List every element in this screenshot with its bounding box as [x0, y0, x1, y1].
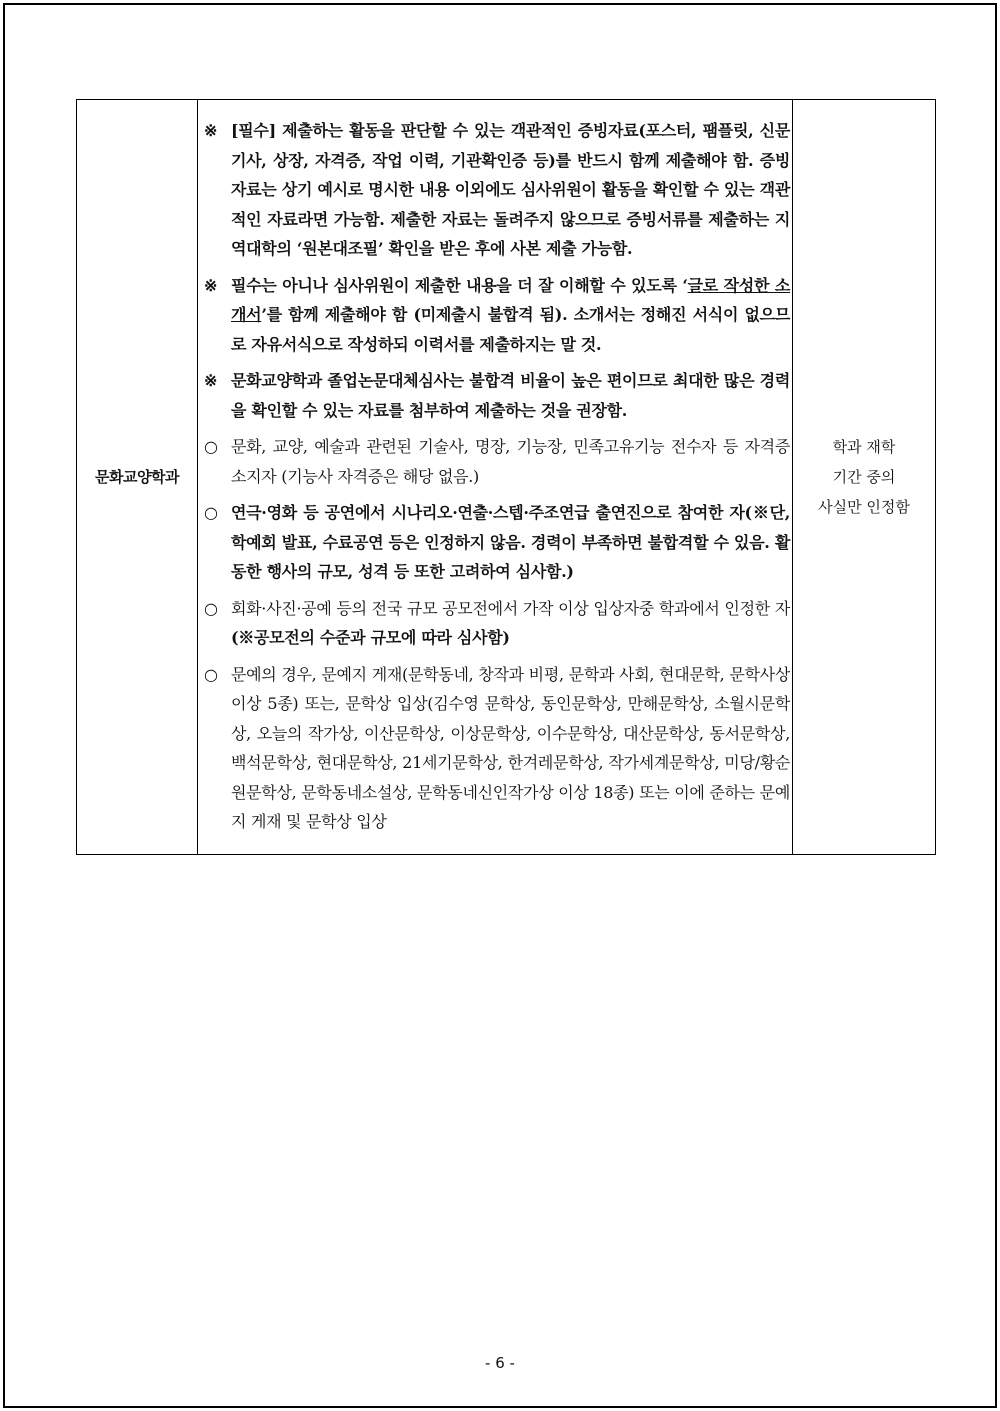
- criteria-item: [204, 594, 790, 653]
- item-text: 연극·영화 등 공연에서 시나리오·연출·스텝·주조연급 출연진으로 참여한 자(※단, 학예회 발표, 수료공연 등은 인정하지 않음. 경력이 부족하면 불합격할 수 있음. 활동한 행사의 규모, 성격 등 또한 고려하여 심사함.): [231, 503, 790, 581]
- item-text: 문예의 경우, 문예지 게재(문학동네, 창작과 비평, 문학과 사회, 현대문학, 문학사상 이상 5종) 또는, 문학상 입상(김수영 문학상, 동인문학상, 만해문학상, 소월시문학상, 오늘의 작가상, 이산문학상, 이상문학상, 이수문학상, 대산문학상, 동서문학상, 백석문학상, 현대문학상, 21세기문학상, 한겨레문학상, 작가세계문학상, 미당/황순원문학상, 문학동네소설상, 문학동네신인작가상 이상 18종) 또는 이에 준하는 문예지 게재 및 문학상 입상: [231, 664, 790, 831]
- item-text: ’를 함께 제출해야 함 (미제출시 불합격 됨). 소개서는 정해진 서식이 없으므로 자유서식으로 작성하되 이력서를 제출하지는 말 것.: [231, 305, 790, 354]
- item-text: 문화, 교양, 예술과 관련된 기술사, 명장, 기능장, 민족고유기능 전수자 등 자격증 소지자 (기능사 자격증은 해당 없음.): [231, 437, 790, 486]
- requirements-list: [204, 116, 790, 837]
- item-text: [필수] 제출하는 활동을 판단할 수 있는 객관적인 증빙자료(포스터, 팸플릿, 신문기사, 상장, 자격증, 작업 이력, 기관확인증 등)를 반드시 함께 제출해야 함. 증빙자료는 상기 예시로 명시한 내용 이외에도 심사위원이 활동을 확인할 수 있는 객관적인 자료라면 가능함. 제출한 자료는 돌려주지 않으므로 증빙서류를 제출하는 지역대학의 ‘원본대조필’ 확인을 받은 후에 사본 제출 가능함.: [231, 121, 790, 258]
- note-line: 학과 재학: [832, 437, 896, 456]
- note-line: 기간 중의: [832, 467, 896, 486]
- table-row: [77, 100, 936, 855]
- page-number: - 6 -: [485, 1354, 515, 1372]
- requirements-table: [76, 99, 936, 855]
- bullet-circle-icon: ○: [204, 437, 218, 456]
- criteria-item: [204, 498, 790, 587]
- bullet-circle-icon: ○: [204, 503, 218, 522]
- item-text: 문화교양학과 졸업논문대체심사는 불합격 비율이 높은 편이므로 최대한 많은 경력을 확인할 수 있는 자료를 첨부하여 제출하는 것을 권장함.: [231, 371, 790, 420]
- note-line: 사실만 인정함: [818, 497, 910, 516]
- reference-mark-icon: ※: [204, 275, 218, 295]
- reference-mark-icon: ※: [204, 121, 218, 140]
- notice-item: [204, 116, 790, 264]
- note-cell: [793, 100, 936, 855]
- notice-item: [204, 271, 790, 360]
- item-text: 회화·사진·공예 등의 전국 규모 공모전에서 가작 이상 입상자중 학과에서 인정한 자: [231, 598, 790, 618]
- department-name: 문화교양학과: [95, 468, 179, 487]
- item-text: (※공모전의 수준과 규모에 따라 심사함): [231, 628, 510, 647]
- item-text: 글로 작성한 소개서: [231, 275, 791, 324]
- notice-item: [204, 366, 790, 425]
- criteria-item: [204, 660, 790, 837]
- bullet-circle-icon: ○: [204, 664, 218, 684]
- item-text: 필수는 아니나 심사위원이 제출한 내용을 더 잘 이해할 수 있도록 ‘: [231, 275, 688, 295]
- requirements-cell: [198, 100, 793, 855]
- bullet-circle-icon: ○: [204, 598, 218, 618]
- department-cell: [77, 100, 198, 855]
- criteria-item: [204, 432, 790, 491]
- reference-mark-icon: ※: [204, 371, 218, 390]
